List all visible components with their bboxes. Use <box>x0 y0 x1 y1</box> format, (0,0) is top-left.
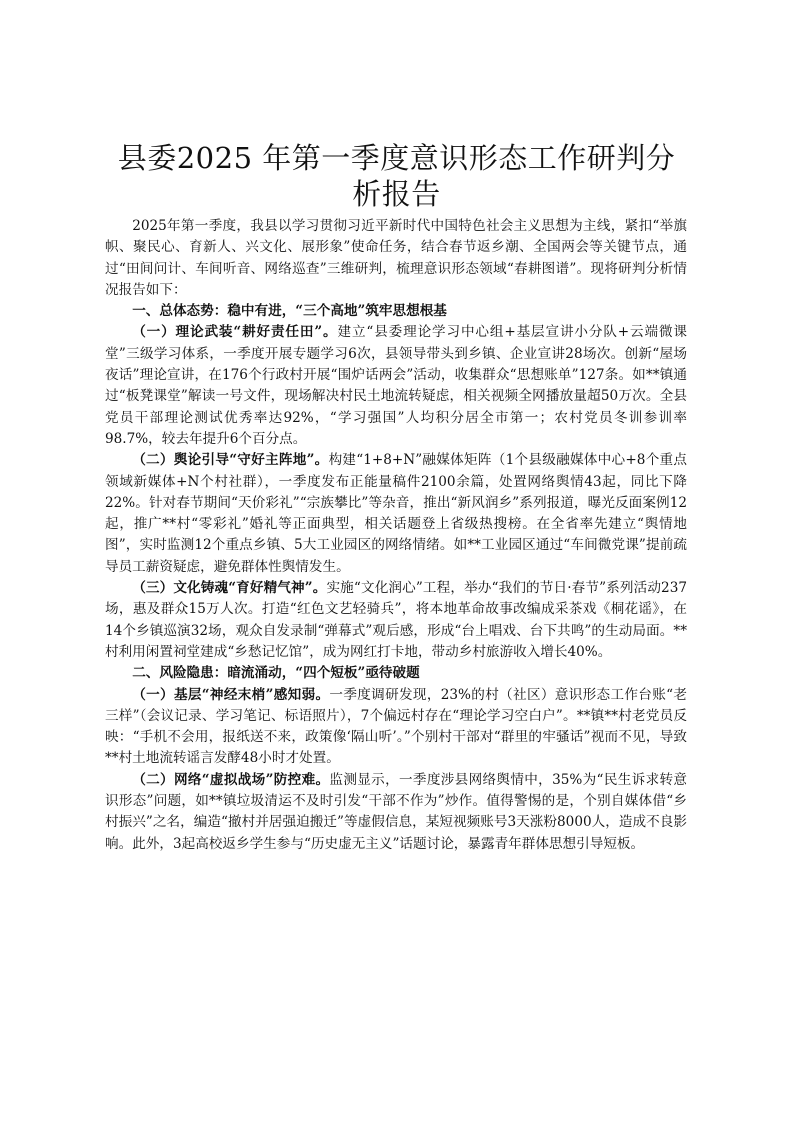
section-2-item-2-heading: （二）网络“虚拟战场”防控难。 <box>132 771 330 788</box>
section-1-item-1-text: 建立“县委理论学习中心组+基层宣讲小分队+云端微课堂”三级学习体系，一季度开展专题学习6次，县领导带头到乡镇、企业宣讲28场次。创新“屋场夜话”理论宣讲，在176个行政村开展“围炉话两会”活动，收集群众“思想账单”127条。如**镇通过“板凳课堂”解读一号文件，现场解决村民土地流转疑虑，相关视频全网播放量超50万次。全县党员干部理论测试优秀率达92%，“学习强国”人均积分居全市第一；农村党员冬训参训率98.7%，较去年提升6个百分点。 <box>105 324 688 447</box>
section-2-heading: 二、风险隐患：暗流涌动，“四个短板”亟待破题 <box>132 665 420 682</box>
section-2-item-2-text: 监测显示，一季度涉县网络舆情中，35%为“民生诉求转意识形态”问题，如**镇垃圾清运不及时引发“干部不作为”炒作。值得警惕的是，个别自媒体借“乡村振兴”之名，编造“撤村并居强迫搬迁”等虚假信息，某短视频账号3天涨粉8000人，造成不良影响。此外，3起高校返乡学生参与“历史虚无主义”话题讨论，暴露青年群体思想引导短板。 <box>105 771 687 852</box>
section-2-item-1-heading: （一）基层“神经末梢”感知弱。 <box>132 686 330 703</box>
section-1-item-3-heading: （三）文化铸魂“育好精气神”。 <box>132 580 327 597</box>
document-title: 县委2025 年第一季度意识形态工作研判分析报告 <box>117 141 676 211</box>
section-1-item-2 <box>105 450 687 578</box>
section-1-item-1 <box>105 322 687 450</box>
section-1-item-3 <box>105 578 687 663</box>
section-1-item-2-text: 构建“1+8+N”融媒体矩阵（1个县级融媒体中心+8个重点领域新媒体+N个村社群），一季度发布正能量稿件2100余篇，处置网络舆情43起，同比下降22%。针对春节期间“天价彩礼”“宗族攀比”等杂音，推出“新风润乡”系列报道，曝光反面案例12起，推广**村“零彩礼”婚礼等正面典型，相关话题登上省级热搜榜。在全省率先建立“舆情地图”，实时监测12个重点乡镇、5大工业园区的网络情绪。如**工业园区通过“车间微党课”提前疏导员工薪资疑虑，避免群体性舆情发生。 <box>105 452 688 575</box>
document-body <box>105 216 687 855</box>
intro-paragraph: 2025年第一季度，我县以学习贯彻习近平新时代中国特色社会主义思想为主线，紧扣“举旗帜、聚民心、育新人、兴文化、展形象”使命任务，结合春节返乡潮、全国两会等关键节点，通过“田间问计、车间听音、网络巡查”三维研判，梳理意识形态领域“春耕图谱”。现将研判分析情况报告如下： <box>105 218 687 298</box>
section-2-item-2 <box>105 770 687 855</box>
section-1-heading: 一、总体态势：稳中有进，“三个高地”筑牢思想根基 <box>132 303 447 320</box>
section-1-item-2-heading: （二）舆论引导“守好主阵地”。 <box>132 452 329 469</box>
section-1-item-1-heading: （一）理论武装“耕好责任田”。 <box>132 324 338 341</box>
section-2-item-1-text: 一季度调研发现，23%的村（社区）意识形态工作台账“老三样”（会议记录、学习笔记、标语照片），7个偏远村存在“理论学习空白户”。**镇**村老党员反映：“手机不会用，报纸送不来，政策像‘隔山听’。”个别村干部对“群里的牢骚话”视而不见，导致**村土地流转谣言发酵48小时才处置。 <box>105 686 687 767</box>
section-2-item-1 <box>105 685 687 770</box>
section-1-item-3-text: 实施“文化润心”工程，举办“我们的节日·春节”系列活动237场，惠及群众15万人次。打造“红色文艺轻骑兵”，将本地革命故事改编成采茶戏《桐花谣》，在14个乡镇巡演32场，观众自发录制“弹幕式”观后感，形成“台上唱戏、台下共鸣”的生动局面。**村利用闲置祠堂建成“乡愁记忆馆”，成为网红打卡地，带动乡村旅游收入增长40%。 <box>105 580 687 660</box>
